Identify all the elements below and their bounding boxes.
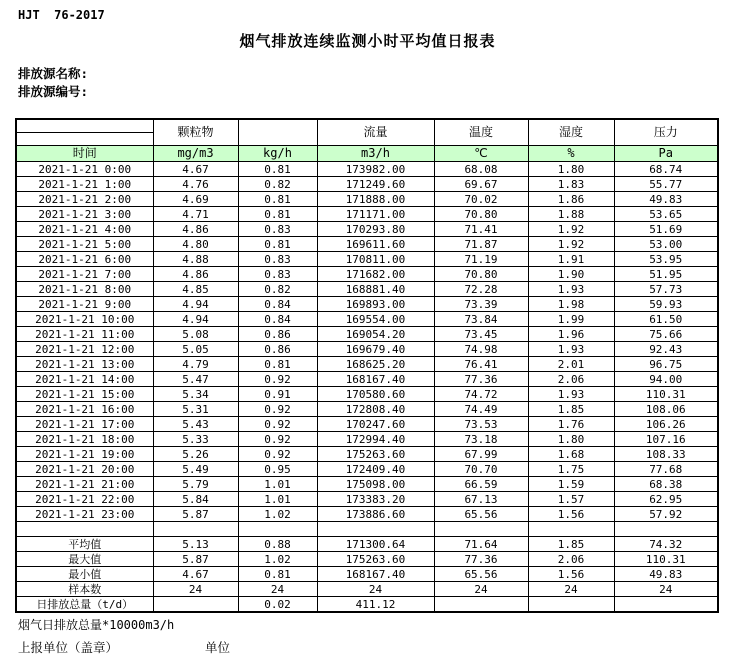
- col-group-particulate: 颗粒物: [153, 119, 238, 146]
- spacer-row: [16, 522, 718, 537]
- value-cell: 67.99: [434, 447, 528, 462]
- summary-value-cell: [528, 597, 614, 613]
- summary-value-cell: 411.12: [317, 597, 434, 613]
- value-cell: 173383.20: [317, 492, 434, 507]
- value-cell: 172994.40: [317, 432, 434, 447]
- time-cell: 2021-1-21 22:00: [16, 492, 153, 507]
- summary-value-cell: [434, 597, 528, 613]
- value-cell: 4.86: [153, 222, 238, 237]
- value-cell: 70.70: [434, 462, 528, 477]
- value-cell: 4.86: [153, 267, 238, 282]
- summary-value-cell: 24: [528, 582, 614, 597]
- value-cell: 1.99: [528, 312, 614, 327]
- time-cell: 2021-1-21 19:00: [16, 447, 153, 462]
- summary-value-cell: 24: [317, 582, 434, 597]
- value-cell: 0.82: [238, 177, 317, 192]
- value-cell: 49.83: [614, 192, 718, 207]
- corner-cell-top: [16, 119, 153, 133]
- value-cell: 70.80: [434, 267, 528, 282]
- value-cell: 169554.00: [317, 312, 434, 327]
- value-cell: 51.69: [614, 222, 718, 237]
- value-cell: 170811.00: [317, 252, 434, 267]
- value-cell: 71.19: [434, 252, 528, 267]
- value-cell: 5.08: [153, 327, 238, 342]
- summary-value-cell: 5.13: [153, 537, 238, 552]
- table-row: [16, 477, 718, 492]
- value-cell: 169679.40: [317, 342, 434, 357]
- value-cell: 1.88: [528, 207, 614, 222]
- value-cell: 1.56: [528, 507, 614, 522]
- value-cell: 4.80: [153, 237, 238, 252]
- value-cell: 59.93: [614, 297, 718, 312]
- value-cell: 1.57: [528, 492, 614, 507]
- value-cell: 5.33: [153, 432, 238, 447]
- table-row: [16, 417, 718, 432]
- value-cell: 171682.00: [317, 267, 434, 282]
- table-row: [16, 282, 718, 297]
- time-cell: 2021-1-21 21:00: [16, 477, 153, 492]
- value-cell: 71.41: [434, 222, 528, 237]
- table-row: [16, 327, 718, 342]
- value-cell: 0.82: [238, 282, 317, 297]
- source-name-label: 排放源名称:: [18, 66, 89, 81]
- value-cell: 110.31: [614, 387, 718, 402]
- time-cell: 2021-1-21 0:00: [16, 162, 153, 177]
- value-cell: 1.96: [528, 327, 614, 342]
- value-cell: 4.76: [153, 177, 238, 192]
- unit-header-mgm3: mg/m3: [153, 146, 238, 162]
- report-unit-label: 上报单位（盖章）: [18, 640, 119, 655]
- table-row: [16, 387, 718, 402]
- table-row: [16, 357, 718, 372]
- value-cell: 4.71: [153, 207, 238, 222]
- value-cell: 57.73: [614, 282, 718, 297]
- value-cell: 168881.40: [317, 282, 434, 297]
- value-cell: 68.08: [434, 162, 528, 177]
- value-cell: 169054.20: [317, 327, 434, 342]
- col-group-humidity: 湿度: [528, 119, 614, 146]
- value-cell: 1.83: [528, 177, 614, 192]
- value-cell: 1.98: [528, 297, 614, 312]
- value-cell: 1.93: [528, 387, 614, 402]
- value-cell: 53.65: [614, 207, 718, 222]
- value-cell: 0.92: [238, 447, 317, 462]
- value-cell: 168167.40: [317, 372, 434, 387]
- value-cell: 1.80: [528, 432, 614, 447]
- summary-value-cell: 175263.60: [317, 552, 434, 567]
- table-row: [16, 222, 718, 237]
- value-cell: 1.93: [528, 342, 614, 357]
- summary-value-cell: [153, 597, 238, 613]
- summary-value-cell: 24: [434, 582, 528, 597]
- table-row: [16, 462, 718, 477]
- value-cell: 4.67: [153, 162, 238, 177]
- value-cell: 70.80: [434, 207, 528, 222]
- summary-value-cell: 0.02: [238, 597, 317, 613]
- value-cell: 73.18: [434, 432, 528, 447]
- summary-value-cell: 171300.64: [317, 537, 434, 552]
- table-row: [16, 177, 718, 192]
- summary-value-cell: 77.36: [434, 552, 528, 567]
- time-cell: 2021-1-21 2:00: [16, 192, 153, 207]
- summary-value-cell: 49.83: [614, 567, 718, 582]
- summary-row: [16, 567, 718, 582]
- value-cell: 5.43: [153, 417, 238, 432]
- summary-value-cell: 168167.40: [317, 567, 434, 582]
- table-row: [16, 402, 718, 417]
- value-cell: 169611.60: [317, 237, 434, 252]
- value-cell: 51.95: [614, 267, 718, 282]
- value-cell: 5.26: [153, 447, 238, 462]
- value-cell: 175263.60: [317, 447, 434, 462]
- value-cell: 5.49: [153, 462, 238, 477]
- time-cell: 2021-1-21 7:00: [16, 267, 153, 282]
- empty-cell: [528, 522, 614, 537]
- value-cell: 1.01: [238, 492, 317, 507]
- col-group-particulate-extra: [238, 119, 317, 146]
- table-row: [16, 162, 718, 177]
- summary-label-cell: 最小值: [16, 567, 153, 582]
- time-cell: 2021-1-21 4:00: [16, 222, 153, 237]
- value-cell: 172409.40: [317, 462, 434, 477]
- table-row: [16, 207, 718, 222]
- value-cell: 5.87: [153, 507, 238, 522]
- standard-code: HJT 76-2017: [18, 8, 105, 22]
- value-cell: 173982.00: [317, 162, 434, 177]
- unit-header-percent: %: [528, 146, 614, 162]
- value-cell: 1.76: [528, 417, 614, 432]
- value-cell: 4.94: [153, 297, 238, 312]
- table-row: [16, 312, 718, 327]
- time-cell: 2021-1-21 3:00: [16, 207, 153, 222]
- value-cell: 1.92: [528, 237, 614, 252]
- table-row: [16, 267, 718, 282]
- source-code-label: 排放源编号:: [18, 84, 89, 99]
- summary-value-cell: 1.56: [528, 567, 614, 582]
- value-cell: 0.83: [238, 252, 317, 267]
- value-cell: 1.85: [528, 402, 614, 417]
- summary-value-cell: 0.81: [238, 567, 317, 582]
- value-cell: 171171.00: [317, 207, 434, 222]
- value-cell: 68.38: [614, 477, 718, 492]
- value-cell: 1.59: [528, 477, 614, 492]
- time-cell: 2021-1-21 12:00: [16, 342, 153, 357]
- value-cell: 65.56: [434, 507, 528, 522]
- value-cell: 175098.00: [317, 477, 434, 492]
- summary-row: [16, 582, 718, 597]
- time-cell: 2021-1-21 9:00: [16, 297, 153, 312]
- time-cell: 2021-1-21 5:00: [16, 237, 153, 252]
- table-row: [16, 342, 718, 357]
- value-cell: 57.92: [614, 507, 718, 522]
- table-row: [16, 192, 718, 207]
- summary-value-cell: 1.85: [528, 537, 614, 552]
- value-cell: 107.16: [614, 432, 718, 447]
- value-cell: 0.81: [238, 237, 317, 252]
- value-cell: 169893.00: [317, 297, 434, 312]
- value-cell: 1.92: [528, 222, 614, 237]
- value-cell: 106.26: [614, 417, 718, 432]
- summary-value-cell: 2.06: [528, 552, 614, 567]
- time-cell: 2021-1-21 23:00: [16, 507, 153, 522]
- value-cell: 170247.60: [317, 417, 434, 432]
- table-row: [16, 507, 718, 522]
- value-cell: 71.87: [434, 237, 528, 252]
- value-cell: 172808.40: [317, 402, 434, 417]
- table-row: [16, 492, 718, 507]
- value-cell: 77.68: [614, 462, 718, 477]
- time-cell: 2021-1-21 16:00: [16, 402, 153, 417]
- value-cell: 0.84: [238, 297, 317, 312]
- time-cell: 2021-1-21 14:00: [16, 372, 153, 387]
- value-cell: 168625.20: [317, 357, 434, 372]
- value-cell: 0.91: [238, 387, 317, 402]
- header-group-row: [16, 119, 718, 133]
- value-cell: 55.77: [614, 177, 718, 192]
- value-cell: 5.34: [153, 387, 238, 402]
- page-title: 烟气排放连续监测小时平均值日报表: [239, 32, 496, 50]
- summary-value-cell: 0.88: [238, 537, 317, 552]
- value-cell: 0.92: [238, 402, 317, 417]
- total-emission-note: 烟气日排放总量*10000m3/h: [18, 618, 175, 632]
- value-cell: 0.81: [238, 192, 317, 207]
- summary-label-cell: 日排放总量（t/d）: [16, 597, 153, 613]
- empty-cell: [614, 522, 718, 537]
- summary-value-cell: 24: [153, 582, 238, 597]
- empty-cell: [16, 522, 153, 537]
- value-cell: 171888.00: [317, 192, 434, 207]
- time-cell: 2021-1-21 20:00: [16, 462, 153, 477]
- value-cell: 108.06: [614, 402, 718, 417]
- value-cell: 4.79: [153, 357, 238, 372]
- value-cell: 53.95: [614, 252, 718, 267]
- time-cell: 2021-1-21 1:00: [16, 177, 153, 192]
- value-cell: 0.92: [238, 432, 317, 447]
- value-cell: 1.86: [528, 192, 614, 207]
- value-cell: 53.00: [614, 237, 718, 252]
- time-cell: 2021-1-21 6:00: [16, 252, 153, 267]
- value-cell: 0.83: [238, 222, 317, 237]
- value-cell: 0.92: [238, 417, 317, 432]
- value-cell: 94.00: [614, 372, 718, 387]
- value-cell: 108.33: [614, 447, 718, 462]
- value-cell: 171249.60: [317, 177, 434, 192]
- summary-value-cell: 74.32: [614, 537, 718, 552]
- value-cell: 75.66: [614, 327, 718, 342]
- table-row: [16, 372, 718, 387]
- value-cell: 4.85: [153, 282, 238, 297]
- time-cell: 2021-1-21 8:00: [16, 282, 153, 297]
- value-cell: 170293.80: [317, 222, 434, 237]
- unit-header-kgh: kg/h: [238, 146, 317, 162]
- value-cell: 92.43: [614, 342, 718, 357]
- empty-cell: [434, 522, 528, 537]
- value-cell: 0.81: [238, 207, 317, 222]
- table-row: [16, 237, 718, 252]
- time-column-header: 时间: [16, 146, 153, 162]
- value-cell: 66.59: [434, 477, 528, 492]
- report-table: [15, 118, 719, 613]
- value-cell: 5.79: [153, 477, 238, 492]
- value-cell: 173886.60: [317, 507, 434, 522]
- value-cell: 62.95: [614, 492, 718, 507]
- col-group-pressure: 压力: [614, 119, 718, 146]
- table-row: [16, 252, 718, 267]
- summary-row: [16, 537, 718, 552]
- summary-value-cell: 71.64: [434, 537, 528, 552]
- col-group-temperature: 温度: [434, 119, 528, 146]
- empty-cell: [317, 522, 434, 537]
- value-cell: 0.92: [238, 372, 317, 387]
- value-cell: 2.06: [528, 372, 614, 387]
- time-cell: 2021-1-21 10:00: [16, 312, 153, 327]
- value-cell: 74.98: [434, 342, 528, 357]
- header-units-row: [16, 146, 718, 162]
- col-group-flow: 流量: [317, 119, 434, 146]
- time-cell: 2021-1-21 18:00: [16, 432, 153, 447]
- table-row: [16, 297, 718, 312]
- summary-value-cell: 110.31: [614, 552, 718, 567]
- value-cell: 73.39: [434, 297, 528, 312]
- value-cell: 2.01: [528, 357, 614, 372]
- value-cell: 96.75: [614, 357, 718, 372]
- summary-value-cell: 5.87: [153, 552, 238, 567]
- value-cell: 74.72: [434, 387, 528, 402]
- value-cell: 0.95: [238, 462, 317, 477]
- unit-label: 单位: [205, 640, 231, 655]
- empty-cell: [153, 522, 238, 537]
- summary-label-cell: 最大值: [16, 552, 153, 567]
- time-cell: 2021-1-21 15:00: [16, 387, 153, 402]
- value-cell: 5.31: [153, 402, 238, 417]
- time-cell: 2021-1-21 11:00: [16, 327, 153, 342]
- value-cell: 1.01: [238, 477, 317, 492]
- summary-row: [16, 552, 718, 567]
- value-cell: 67.13: [434, 492, 528, 507]
- summary-value-cell: [614, 597, 718, 613]
- value-cell: 0.86: [238, 327, 317, 342]
- value-cell: 1.90: [528, 267, 614, 282]
- value-cell: 1.80: [528, 162, 614, 177]
- summary-value-cell: 24: [238, 582, 317, 597]
- value-cell: 170580.60: [317, 387, 434, 402]
- table-body: [16, 162, 718, 613]
- value-cell: 4.94: [153, 312, 238, 327]
- value-cell: 5.84: [153, 492, 238, 507]
- value-cell: 1.75: [528, 462, 614, 477]
- unit-header-m3h: m3/h: [317, 146, 434, 162]
- summary-label-cell: 样本数: [16, 582, 153, 597]
- corner-cell-bottom: [16, 133, 153, 146]
- value-cell: 0.84: [238, 312, 317, 327]
- value-cell: 4.69: [153, 192, 238, 207]
- value-cell: 5.47: [153, 372, 238, 387]
- time-cell: 2021-1-21 13:00: [16, 357, 153, 372]
- table-row: [16, 432, 718, 447]
- summary-value-cell: 1.02: [238, 552, 317, 567]
- value-cell: 0.83: [238, 267, 317, 282]
- empty-cell: [238, 522, 317, 537]
- value-cell: 69.67: [434, 177, 528, 192]
- value-cell: 0.86: [238, 342, 317, 357]
- value-cell: 73.53: [434, 417, 528, 432]
- time-cell: 2021-1-21 17:00: [16, 417, 153, 432]
- value-cell: 73.84: [434, 312, 528, 327]
- value-cell: 0.81: [238, 357, 317, 372]
- unit-header-celsius: ℃: [434, 146, 528, 162]
- value-cell: 74.49: [434, 402, 528, 417]
- value-cell: 72.28: [434, 282, 528, 297]
- value-cell: 76.41: [434, 357, 528, 372]
- value-cell: 77.36: [434, 372, 528, 387]
- value-cell: 68.74: [614, 162, 718, 177]
- value-cell: 0.81: [238, 162, 317, 177]
- value-cell: 73.45: [434, 327, 528, 342]
- summary-value-cell: 65.56: [434, 567, 528, 582]
- table-row: [16, 447, 718, 462]
- unit-header-pa: Pa: [614, 146, 718, 162]
- value-cell: 1.68: [528, 447, 614, 462]
- summary-label-cell: 平均值: [16, 537, 153, 552]
- summary-value-cell: 24: [614, 582, 718, 597]
- value-cell: 5.05: [153, 342, 238, 357]
- value-cell: 1.02: [238, 507, 317, 522]
- summary-row: [16, 597, 718, 613]
- value-cell: 1.93: [528, 282, 614, 297]
- value-cell: 1.91: [528, 252, 614, 267]
- value-cell: 70.02: [434, 192, 528, 207]
- summary-value-cell: 4.67: [153, 567, 238, 582]
- value-cell: 4.88: [153, 252, 238, 267]
- value-cell: 61.50: [614, 312, 718, 327]
